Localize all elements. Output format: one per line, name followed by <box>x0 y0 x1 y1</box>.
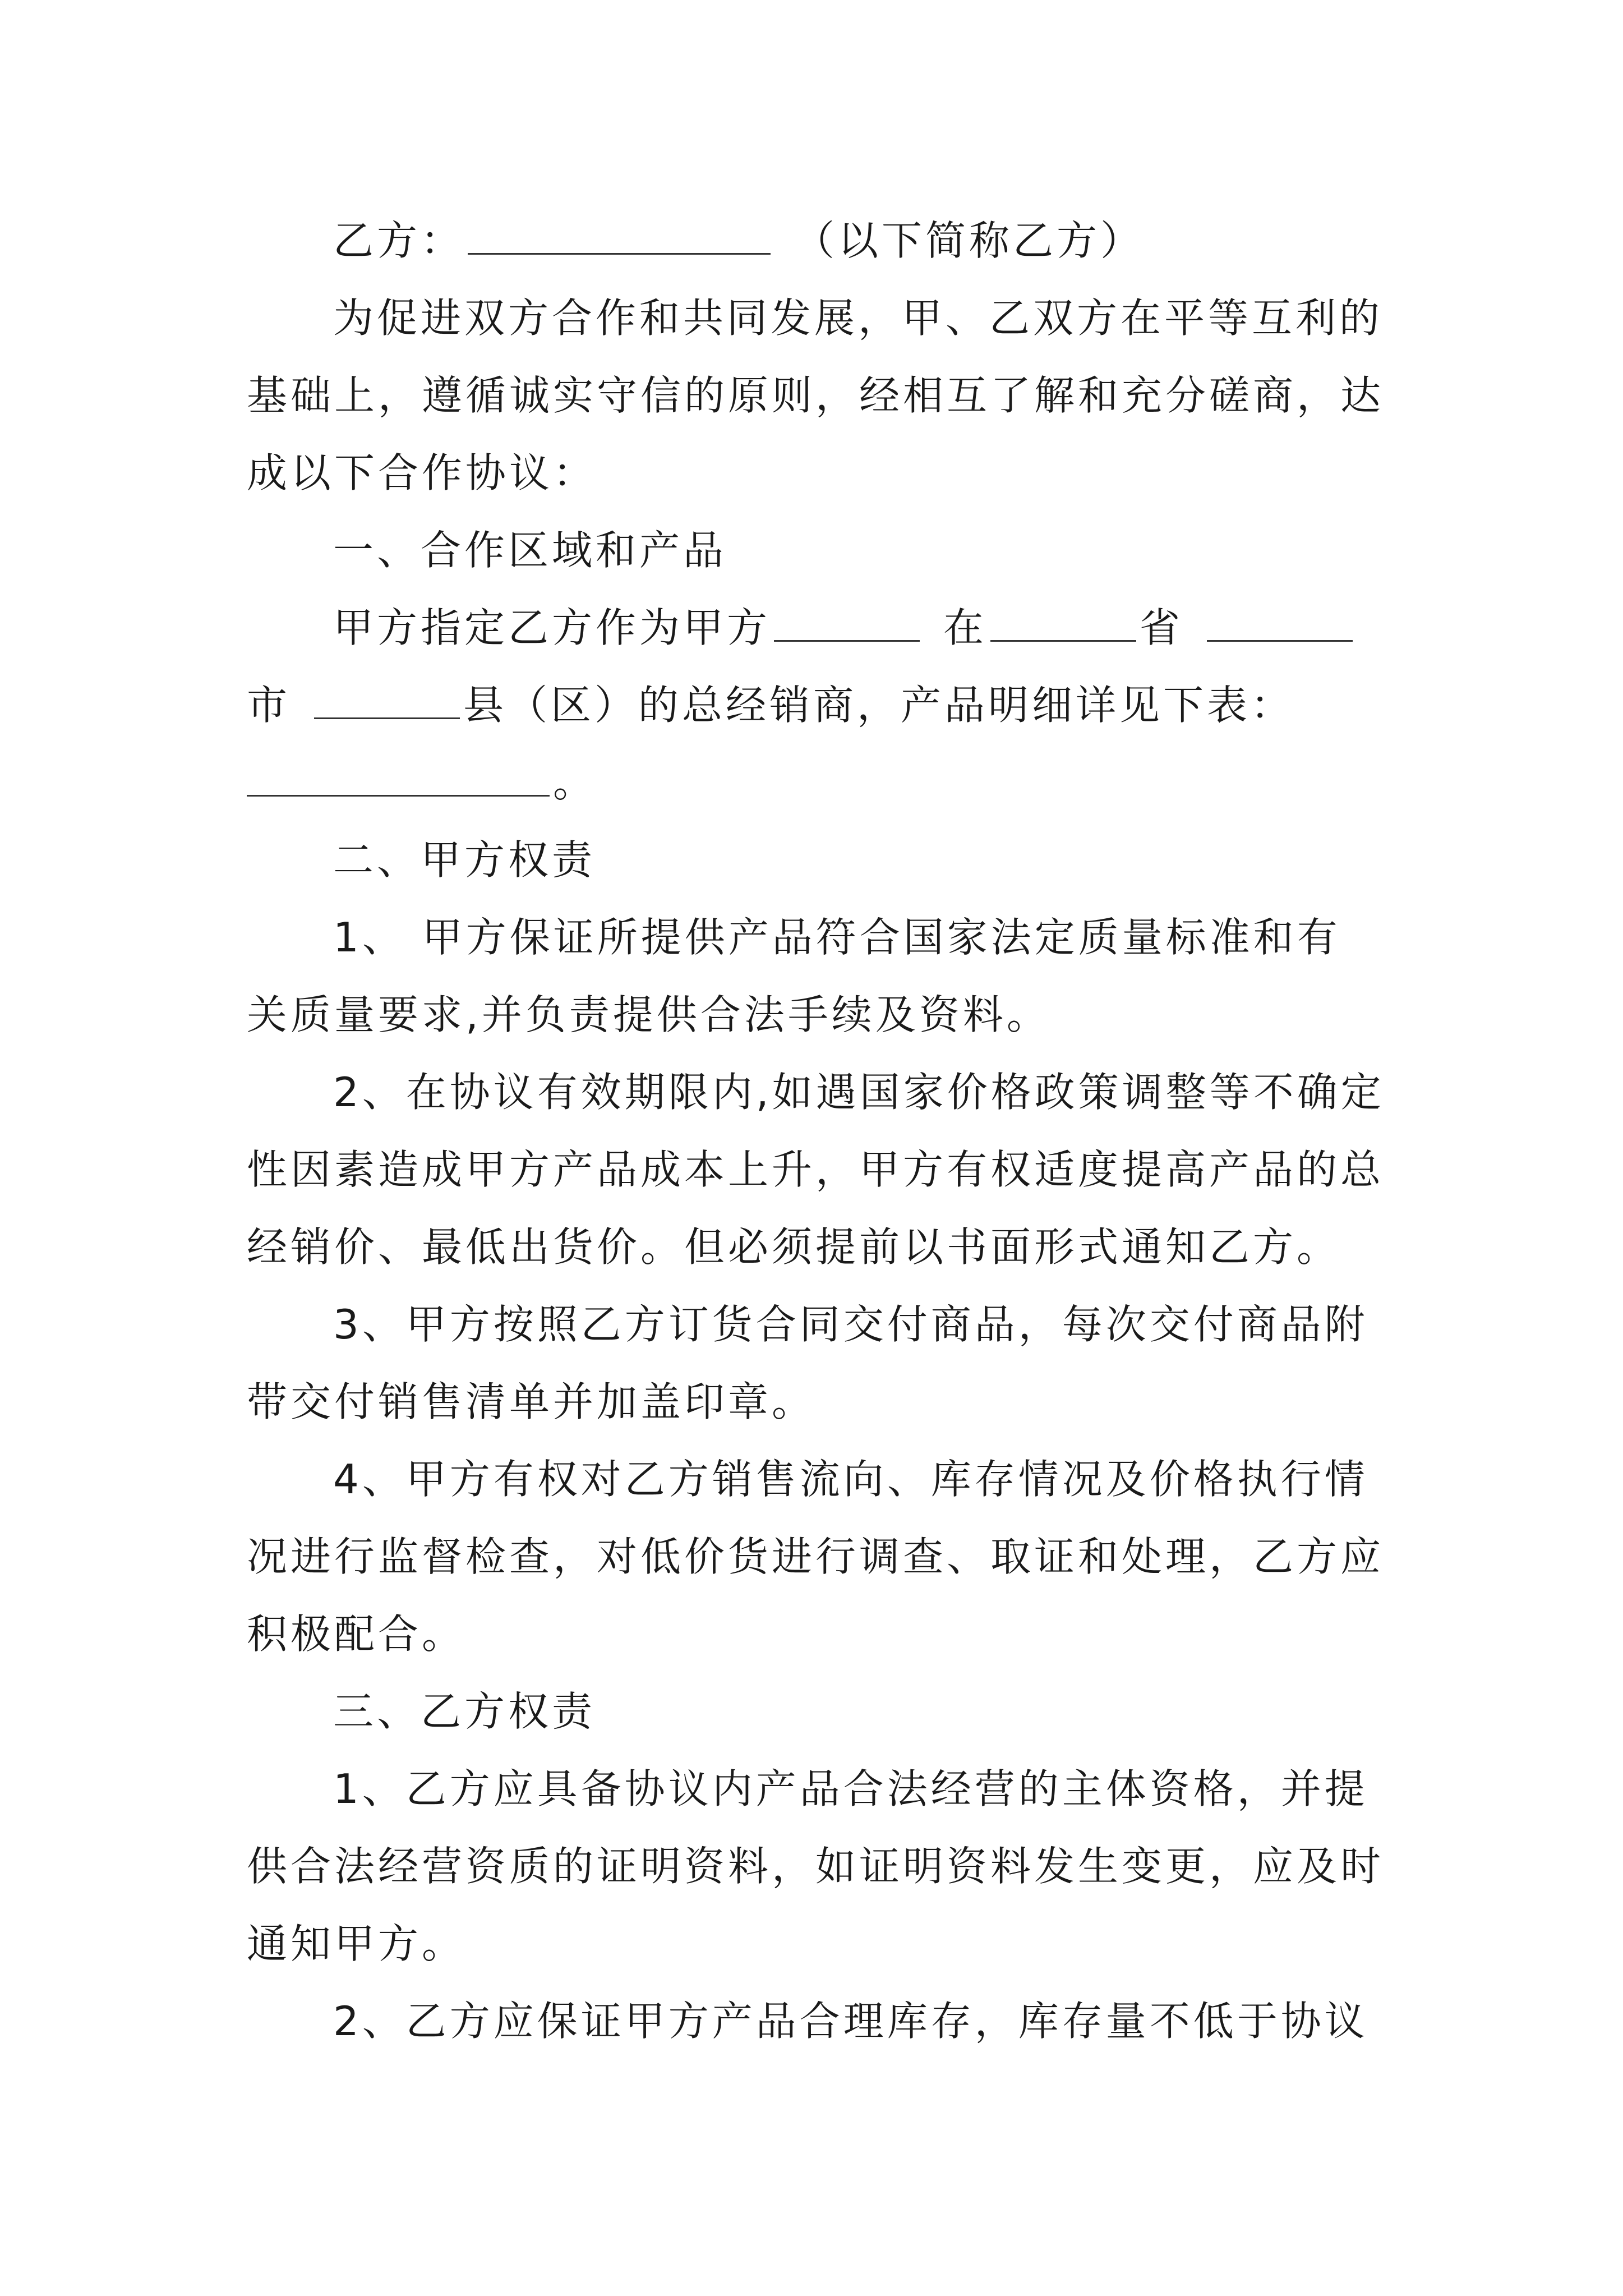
city-blank <box>1207 606 1353 642</box>
intro-line-2: 基础上，遵循诚实守信的原则，经相互了解和充分磋商，达 <box>247 372 1385 419</box>
manufacturer-blank <box>774 606 920 642</box>
s2-item-1-line-2: 关质量要求,并负责提供合法手续及资料。 <box>247 991 1050 1038</box>
section-1-line-3 <box>247 744 1391 821</box>
s2-item-2-line-3: 经销价、最低出货价。但必须提前以书面形式通知乙方。 <box>247 1223 1341 1271</box>
section-1-title: 一、合作区域和产品 <box>333 527 727 574</box>
s1-text-b: 在 <box>943 604 988 651</box>
s2-item-4-line-1: 4、甲方有权对乙方销售流向、库存情况及价格执行情 <box>333 1456 1368 1503</box>
s2-item-2-line-1: 2、在协议有效期限内,如遇国家价格政策调整等不确定 <box>333 1069 1385 1116</box>
s1-text-e: 县（区）的总经销商，产品明细详见下表： <box>463 682 1295 729</box>
section-1-line-1 <box>247 589 1391 666</box>
s1-text-f: 。 <box>553 759 597 806</box>
s3-item-1-line-3: 通知甲方。 <box>247 1920 466 1967</box>
s3-item-2-line-1: 2、乙方应保证甲方产品合理库存，库存量不低于协议 <box>333 1998 1368 2045</box>
county-blank <box>314 684 460 719</box>
s2-item-2-line-2: 性因素造成甲方产品成本上升，甲方有权适度提高产品的总 <box>247 1146 1385 1193</box>
s3-item-1-line-1: 1、乙方应具备协议内产品合法经营的主体资格，并提 <box>333 1765 1368 1812</box>
s1-text-a: 甲方指定乙方作为甲方 <box>333 604 771 651</box>
party-b-label: 乙方： <box>333 217 465 264</box>
party-b-blank <box>468 219 771 255</box>
s2-item-3-line-2: 带交付销售清单并加盖印章。 <box>247 1378 816 1425</box>
document-page <box>247 202 1391 2060</box>
s2-item-4-line-2: 况进行监督检查，对低价货进行调查、取证和处理，乙方应 <box>247 1533 1385 1580</box>
section-1-line-2 <box>247 666 1391 744</box>
s3-item-1-line-2: 供合法经营资质的证明资料，如证明资料发生变更，应及时 <box>247 1843 1385 1890</box>
s2-item-3-line-1: 3、甲方按照乙方订货合同交付商品，每次交付商品附 <box>333 1301 1368 1348</box>
section-3-title: 三、乙方权责 <box>333 1688 596 1735</box>
party-b-line <box>247 202 1391 279</box>
intro-line-3: 成以下合作协议： <box>247 449 597 496</box>
party-b-suffix: （以下简称乙方） <box>794 217 1145 264</box>
s1-text-d: 市 <box>247 682 291 729</box>
s2-item-4-line-3: 积极配合。 <box>247 1611 466 1658</box>
s2-item-1-line-1: 1、 甲方保证所提供产品符合国家法定质量标准和有 <box>333 914 1341 961</box>
s1-text-c: 省 <box>1140 604 1184 651</box>
section-2-title: 二、甲方权责 <box>333 836 596 884</box>
product-detail-blank <box>247 761 550 797</box>
intro-line-1: 为促进双方合作和共同发展，甲、乙双方在平等互利的 <box>333 295 1384 342</box>
province-blank <box>990 606 1136 642</box>
